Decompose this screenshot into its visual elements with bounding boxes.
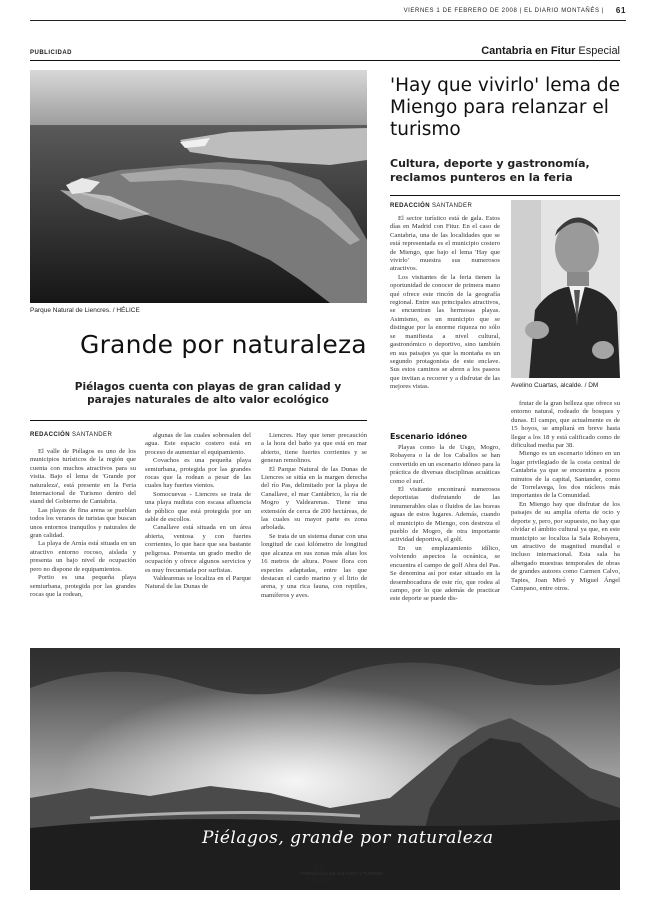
- section-label-bold: Cantabria en Fitur: [481, 45, 576, 57]
- paragraph: En Miengo hay que disfrutar de los paisajes de su amplia oferta de ocio y deporte y, pero, por supuesto, no hay que olvidar el ámbito cultural ya que, en este municipio se localiza la Sala Robayera, un atractivo de magnitud mundial e incluso internacional. Esta sala ha albergado muestras temporales de obras de grandes autores como Carmen Calvo, Tapies, Joan Miró y Miguel Ángel Campano, entre otros.: [511, 500, 620, 592]
- right-byline-bold: REDACCIÓN: [390, 203, 430, 209]
- paragraph: El Parque Natural de las Dunas de Liencres se sitúa en la margen derecha del río Pas, delimitado por la playa de Canallave, el mar Cantábrico, la ría de Mogro y Valdearenas. Tiene una extensión de cerca de 200 hectáreas, de las cuales su mayor parte es zona arbolada.: [261, 465, 367, 532]
- paragraph: Se trata de un sistema dunar con una longitud de casi kilómetro de longitud que alcanza en sus zonas más altas los 16 metros de altura. Posee flora con especies adaptadas, entre las que destacan el cardo marino y el lirio de arena, y una rica fauna, con reptiles, mamíferos y aves.: [261, 532, 367, 599]
- paragraph: Liencres. Hay que tener precaución a la hora del baño ya que está en mar abierto, tiene fuertes corrientes y se generan remolinos.: [261, 432, 367, 465]
- right-byline-place: SANTANDER: [432, 203, 473, 209]
- ad-logo-line1: CONCEJALÍA DE CULTURA Y TURISMO: [300, 871, 384, 876]
- section-label-light: Especial: [578, 45, 620, 57]
- paragraph: algunas de las cuales sobresalen del agua. Este espacio costero está en proceso de aumentar el equipamiento.: [145, 432, 251, 456]
- paragraph: La playa de Arnía está situada en un atractivo entorno rocoso, aislada y presenta un bajo nivel de ocupación pero no dispone de equipamientos.: [30, 540, 136, 573]
- paragraph: Somocuevas - Liencres se trata de una playa nudista con escasa afluencia de público que está protegida por un sable de escollos.: [145, 490, 251, 524]
- left-byline-place: SANTANDER: [72, 432, 113, 438]
- paragraph: Canallave está situada en un área abierta, ventosa y con fuertes corrientes, lo que hace que sea bastante peligrosa. Presenta un grado medio de ocupación y ofrece algunos servicios y es muy frecuentada por surfistas.: [145, 524, 251, 574]
- paragraph: Playas como la de Usgo, Mogro, Robayera o la de los Caballos se han convertido en un escenario idóneo para la práctica de diversas disciplinas acuáticas como el surf.: [390, 444, 500, 485]
- right-rule: [390, 195, 620, 196]
- dateline: VIERNES 1 DE FEBRERO DE 2008 | EL DIARIO MONTAÑÉS |: [403, 8, 604, 14]
- left-rule: [30, 420, 367, 421]
- mayor-portrait-graphic: [511, 200, 620, 378]
- ad-logo: [300, 862, 410, 886]
- paragraph: El visitante encontrará numerosos deportistas disfrutando de las innumerables olas o fluidos de las bravas aguas de estos lugares. Además, cuando el municipio de Miengo, con destreza el pueblo de Mogro, de otra importante actividad deportiva, el golf.: [390, 486, 500, 544]
- paragraph: Portio es una pequeña playa semiurbana, protegida por las grandes rocas que la rodean,: [30, 574, 136, 598]
- section-rule: [30, 60, 620, 61]
- coast-photo-graphic: [30, 70, 367, 303]
- panorama-graphic: [30, 648, 620, 890]
- section-label: [481, 45, 620, 57]
- coast-photo-caption: Parque Natural de Liencres. / HÉLICE: [30, 307, 140, 314]
- left-column-2: [145, 432, 251, 638]
- right-column-2: [511, 400, 620, 638]
- left-column-1: [30, 448, 136, 638]
- paragraph: Miengo es un escenario idóneo en un lugar privilegiado de la costa central de Cantabria ya que se encuentra a pocos minutos de la capital, Santander, como de Torrelavega, los dos núcleos más importantes de la Comunidad.: [511, 450, 620, 500]
- left-column-3: [261, 432, 367, 638]
- right-subhead: Cultura, deporte y gastronomía, reclamos punteros en la feria: [390, 157, 590, 184]
- subsection-title: Escenario idóneo: [390, 432, 468, 441]
- coast-photo: [30, 70, 367, 303]
- left-byline-bold: REDACCIÓN: [30, 432, 70, 438]
- header-rule: [30, 20, 626, 21]
- left-byline: [30, 432, 112, 438]
- paragraph: Covachos es una pequeña playa semiurbana, protegida por las grandes rocas que la rodean a pesar de las cuales hay fuertes vientos.: [145, 457, 251, 490]
- mayor-portrait: [511, 200, 620, 378]
- paragraph: En un emplazamiento idílico, volviendo aspectos la oceánica, se encuentra el campo de golf Abra del Pas. Se denomina así por estar situado en la desembocadura de este río, que rodea al campo, por lo que además de practicar este deporte se puede dis-: [390, 544, 500, 603]
- publicity-label: PUBLICIDAD: [30, 50, 72, 56]
- ad-logo-line2: PIÉLAGOS: [308, 878, 334, 884]
- paragraph: El sector turístico está de gala. Estos días en Madrid con Fitur. En el caso de Cantabria, una de las localidades que se está representada es el municipio costero de Miengo, que bajo el lema 'Hay que vivirlo' muestra sus numerosos atractivos.: [390, 215, 500, 273]
- paragraph: Valdearenas se localiza en el Parque Natural de las Dunas de: [145, 574, 251, 591]
- page-header: [30, 6, 626, 18]
- paragraph: frutar de la gran belleza que ofrece su entorno natural, rodeado de bosques y dunas. El campo, que actualmente es de 15 hoyos, se ampliará en breve hasta llegar a los 18 y está calificado como de dificultad media par 38.: [511, 400, 620, 450]
- advertisement-panorama: [30, 648, 620, 890]
- left-headline: Grande por naturaleza: [80, 330, 367, 359]
- left-subhead: Piélagos cuenta con playas de gran calidad y parajes naturales de alto valor ecológico: [74, 381, 342, 406]
- page-number: 61: [615, 6, 626, 15]
- paragraph: Los visitantes de la feria tienen la oportunidad de conocer de primera mano qué ofrece este rincón de la geografía regional. Entre sus principales atractivos, se encuentran las hermosas playas. Asimismo, es un municipio que se distingue por la enorme riqueza no sólo se manifiesta a nivel cultural, gastronómico o deportivo, sino también en sus paisajes ya que la montaña es un segundo protagonista de este enclave. Sus estos caminos se abren a los paseos que invitan a recorrer y a disfrutar de las mejores vistas.: [390, 273, 500, 391]
- right-column-1: [390, 215, 500, 427]
- right-column-1b: [390, 444, 500, 638]
- paragraph: El valle de Piélagos es uno de los municipios turísticos de la región que cuenta con muchos atractivos para su visita. Bajo el lema de 'Grande por naturaleza', está presente en la Feria Internacional de Turismo dentro del stand del Gobierno de Cantabria.: [30, 448, 136, 506]
- paragraph: Las playas de fina arena se pueblan todos los veranos de turistas que buscan unos entornos tranquilos y naturales de gran calidad.: [30, 506, 136, 540]
- portrait-caption: Avelino Cuartas, alcalde. / DM: [511, 382, 599, 389]
- ad-slogan: Piélagos, grande por naturaleza: [202, 828, 494, 848]
- right-byline: [390, 203, 472, 209]
- right-headline: 'Hay que vivirlo' lema de Miengo para relanzar el turismo: [390, 75, 620, 140]
